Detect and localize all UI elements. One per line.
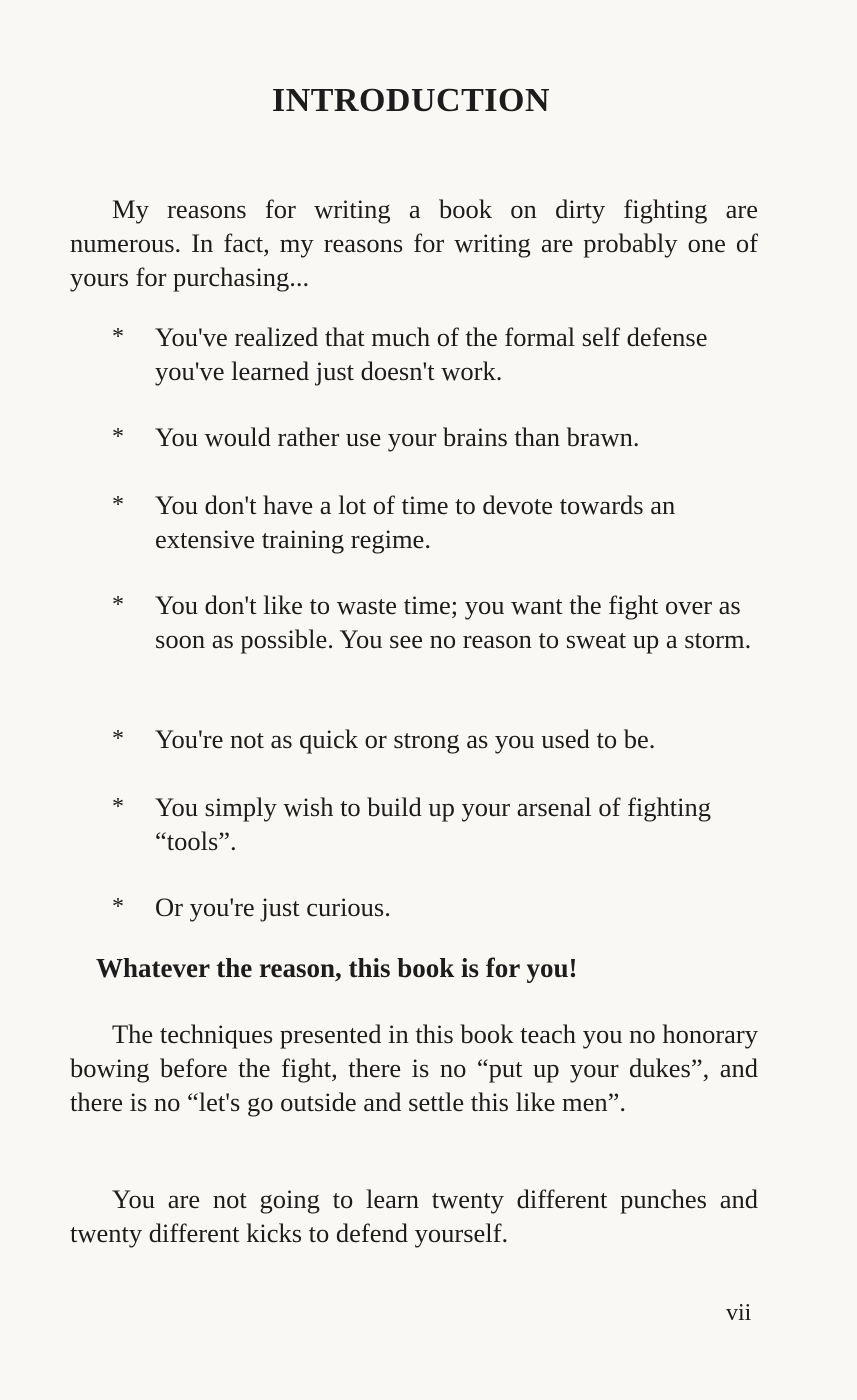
- list-item: [112, 420, 762, 454]
- techniques-paragraph: The techniques presented in this book teach you no honorary bowing before the fight, there is no “put up your dukes”, and there is no “let's go outside and settle this like men”.: [70, 1019, 758, 1117]
- list-item-text: You would rather use your brains than brawn.: [155, 422, 640, 452]
- bullet-marker: *: [112, 492, 124, 518]
- intro-paragraph: My reasons for writing a book on dirty fighting are numerous. In fact, my reasons for writing are probably one of yours for purchasing...: [70, 194, 758, 292]
- list-item-text: You've realized that much of the formal self defense you've learned just doesn't work.: [155, 322, 708, 386]
- tagline: Whatever the reason, this book is for you!: [96, 953, 578, 983]
- punches-paragraph: You are not going to learn twenty different punches and twenty different kicks to defend yourself.: [70, 1184, 758, 1248]
- bullet-marker: *: [112, 324, 124, 350]
- list-item: [112, 722, 762, 756]
- bullet-marker: *: [112, 894, 124, 920]
- list-item-text: You don't have a lot of time to devote towards an extensive training regime.: [155, 490, 676, 554]
- list-item-text: You're not as quick or strong as you used to be.: [155, 724, 656, 754]
- list-item-text: Or you're just curious.: [155, 892, 391, 922]
- page-number: vii: [726, 1300, 752, 1326]
- list-item: [112, 488, 762, 556]
- list-item-text: You don't like to waste time; you want the fight over as soon as possible. You see no reason to sweat up a storm.: [155, 590, 752, 654]
- list-item: [112, 790, 762, 858]
- bullet-marker: *: [112, 592, 124, 618]
- list-item: [112, 320, 762, 388]
- list-item-text: You simply wish to build up your arsenal of fighting “tools”.: [155, 792, 712, 856]
- list-item: [112, 588, 762, 656]
- bullet-marker: *: [112, 726, 124, 752]
- bullet-marker: *: [112, 424, 124, 450]
- list-item: [112, 890, 762, 924]
- chapter-title: INTRODUCTION: [271, 82, 551, 119]
- bullet-marker: *: [112, 794, 124, 820]
